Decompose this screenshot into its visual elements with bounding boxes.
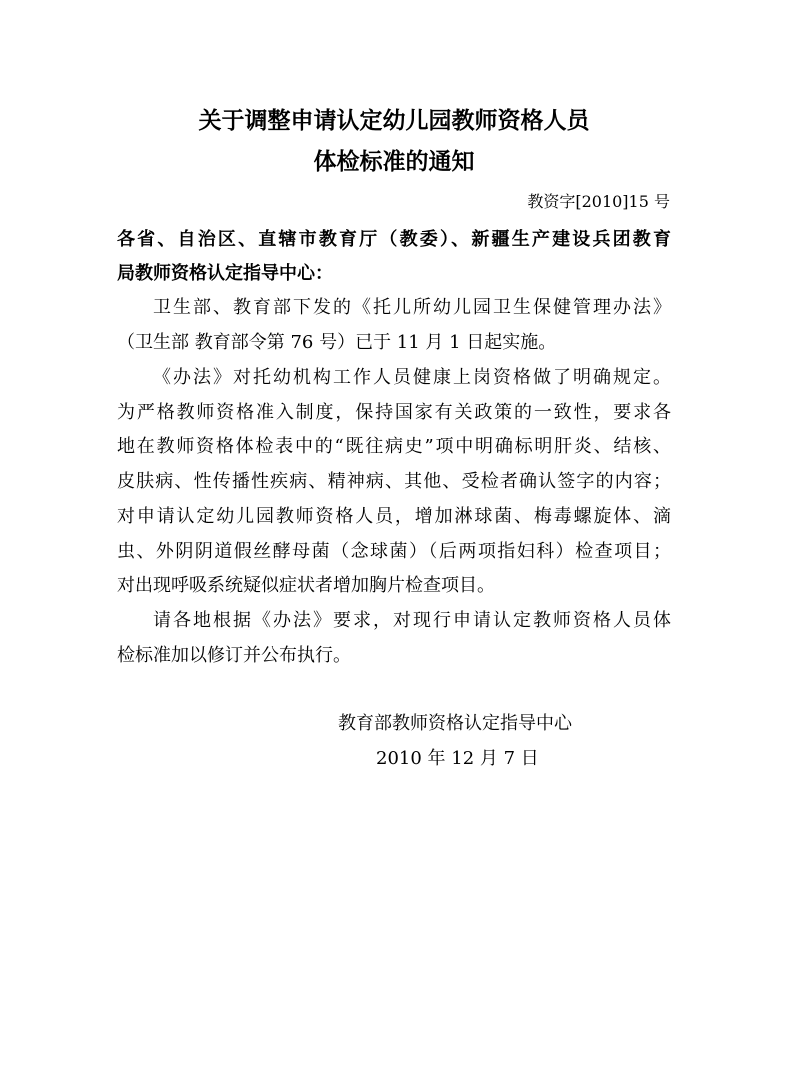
paragraph-2-line-6: 虫、外阴阴道假丝酵母菌（念球菌）（后两项指妇科）检查项目； (117, 541, 671, 562)
document-number: 教资字[2010]15 号 (527, 192, 670, 211)
signature-organization: 教育部教师资格认定指导中心 (338, 713, 572, 734)
title-line-2: 体检标准的通知 (313, 148, 475, 175)
paragraph-2-line-2: 为严格教师资格准入制度，保持国家有关政策的一致性，要求各 (117, 402, 671, 423)
paragraph-3-line-1: 请各地根据《办法》要求，对现行申请认定教师资格人员体 (153, 610, 671, 631)
paragraph-3-line-2: 检标准加以修订并公布执行。 (117, 645, 351, 666)
title-line-1: 关于调整申请认定幼儿园教师资格人员 (198, 107, 590, 134)
addressee-line-2: 局教师资格认定指导中心： (117, 263, 333, 284)
addressee-line-1: 各省、自治区、直辖市教育厅（教委）、新疆生产建设兵团教育 (117, 229, 671, 250)
paragraph-1-line-1: 卫生部、教育部下发的《托儿所幼儿园卫生保健管理办法》 (153, 297, 671, 318)
paragraph-2-line-5: 对申请认定幼儿园教师资格人员，增加淋球菌、梅毒螺旋体、滴 (117, 506, 671, 527)
signature-date: 2010 年 12 月 7 日 (376, 748, 539, 769)
paragraph-2-line-3: 地在教师资格体检表中的“既往病史”项中明确标明肝炎、结核、 (117, 436, 671, 457)
paragraph-1-line-2: （卫生部 教育部令第 76 号）已于 11 月 1 日起实施。 (117, 332, 557, 353)
paragraph-2-line-4: 皮肤病、性传播性疾病、精神病、其他、受检者确认签字的内容； (117, 471, 671, 492)
paragraph-2-line-7: 对出现呼吸系统疑似症状者增加胸片检查项目。 (117, 575, 495, 596)
paragraph-2-line-1: 《办法》对托幼机构工作人员健康上岗资格做了明确规定。 (153, 367, 671, 388)
